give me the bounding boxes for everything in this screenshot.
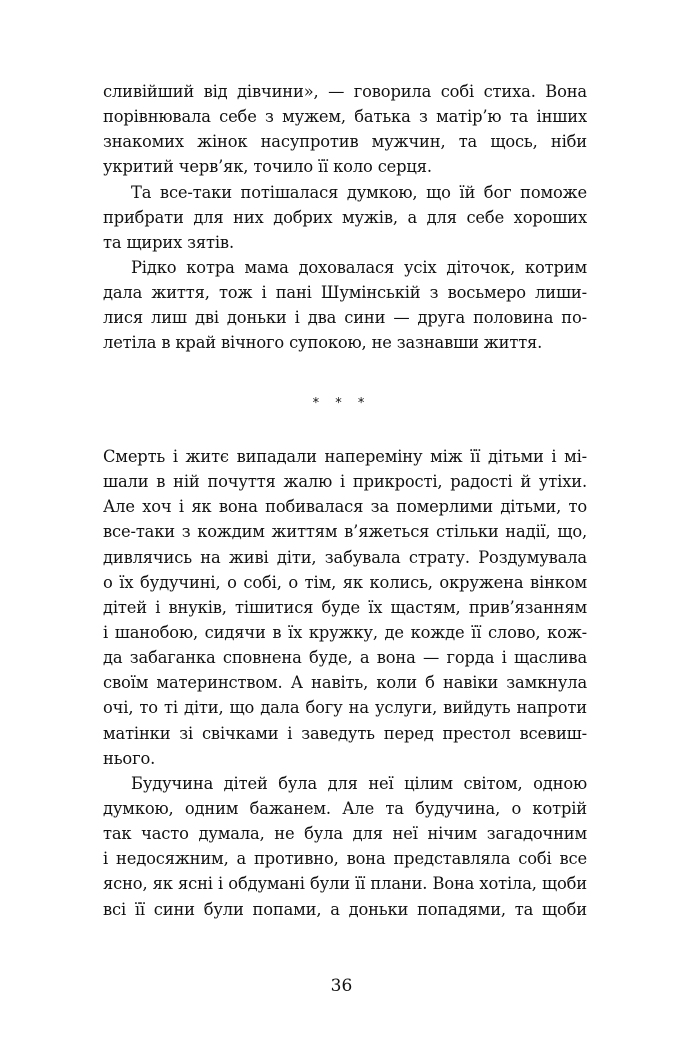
text-line: ясно, як ясні і обдумані були її плани. Вона хотіла, щоби: [103, 874, 587, 894]
text-line: Будучина дітей була для неї цілим світом, одною: [131, 773, 587, 793]
text-line: матінки зі свічками і заведуть перед престол всевиш-: [103, 723, 587, 743]
text-line: дала життя, тож і пані Шумінській з восьмеро лиши-: [103, 283, 587, 303]
text-line: очі, то ті діти, що дала богу на услуги, вийдуть напроти: [103, 698, 587, 718]
text-line: і недосяжним, а противно, вона представляла собі все: [103, 849, 587, 869]
text-block-bottom: [103, 444, 587, 922]
page-number: 36: [330, 976, 353, 996]
text-line: своїм материнством. А навіть, коли б навіки замкнула: [103, 673, 587, 693]
text-block-top: [103, 79, 587, 356]
text-line: і шанобою, сидячи в їх кружку, де кожде її слово, кож-: [103, 622, 587, 642]
text-line: Смерть і житє випадали напереміну між її дітьми і мі-: [103, 447, 587, 466]
text-line: все-таки з кождим життям в’яжеться стільки надії, що,: [103, 522, 587, 542]
text-line: прибрати для них добрих мужів, а для себе хороших: [103, 207, 587, 227]
text-line: Та все-таки потішалася думкою, що їй бог поможе: [131, 182, 587, 202]
section-separator: * * *: [312, 396, 371, 411]
text-line: Але хоч і як вона побивалася за померлими дітьми, то: [103, 497, 587, 517]
text-line: так часто думала, не була для неї нічим загадочним: [103, 824, 587, 844]
text-line: да забаганка сповнена буде, а вона — горда і щаслива: [103, 648, 587, 668]
text-line: сливійший від дівчини», — говорила собі стиха. Вона: [103, 82, 587, 101]
text-line: та щирих зятів.: [103, 232, 234, 252]
text-line: лися лиш дві доньки і два сини — друга половина по-: [103, 308, 587, 328]
text-line: шали в ній почуття жалю і прикрості, радості й утіхи.: [103, 472, 587, 492]
text-line: дітей і внуків, тішитися буде їх щастям, прив’язанням: [103, 597, 587, 617]
text-line: знакомих жінок насупротив мужчин, та щось, ніби: [103, 132, 587, 152]
text-line: Рідко котра мама доховалася усіх діточок, котрим: [131, 257, 587, 277]
text-line: нього.: [103, 748, 156, 768]
text-line: дивлячись на живі діти, забувала страту. Роздумувала: [103, 547, 587, 567]
text-line: летіла в край вічного супокою, не зазнавши життя.: [103, 333, 543, 353]
text-line: о їх будучині, о собі, о тім, як колись, окружена вінком: [103, 572, 587, 592]
text-line: укритий черв’як, точило її коло серця.: [103, 157, 432, 177]
text-line: порівнювала себе з мужем, батька з матір’ю та інших: [103, 107, 587, 127]
text-line: всі її сини були попами, а доньки попадями, та щоби: [103, 899, 587, 919]
text-line: думкою, одним бажанем. Але та будучина, о котрій: [103, 798, 587, 818]
